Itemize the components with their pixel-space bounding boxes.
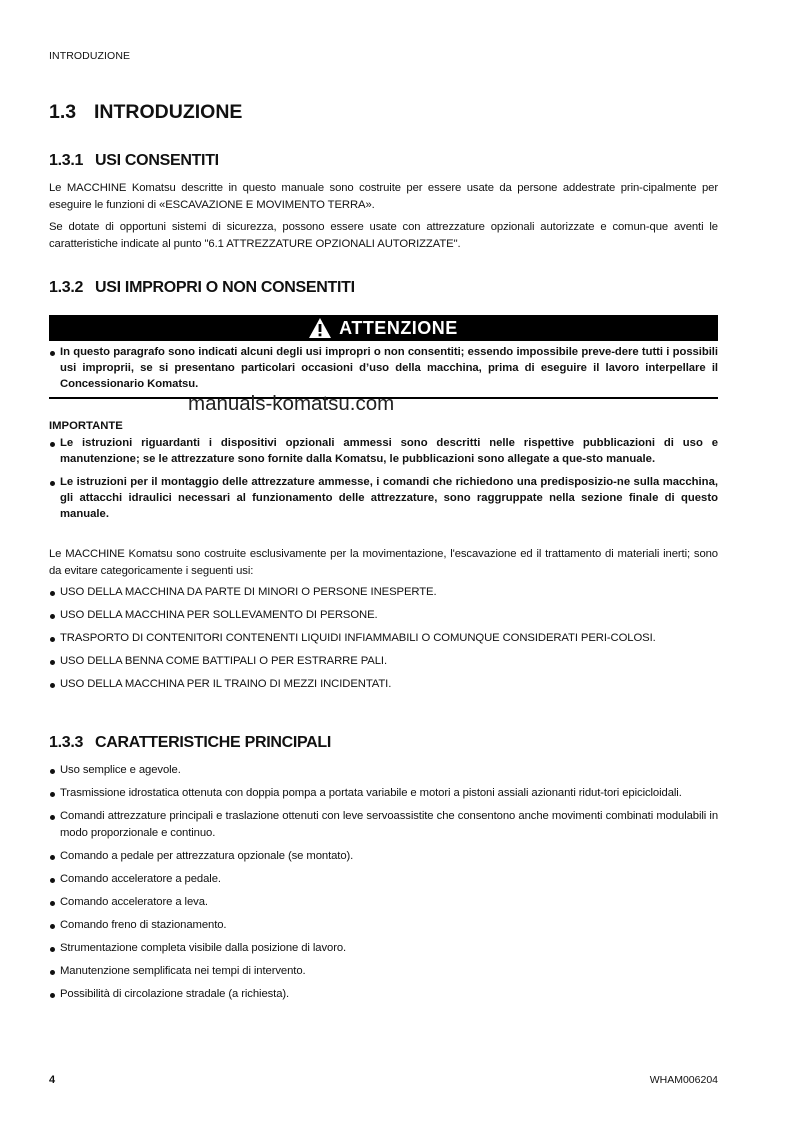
page-number: 4 [49, 1074, 56, 1086]
feature-item: Comandi attrezzature principali e traslazione ottenuti con leve servoassistite che consentono anche movimenti combinati modulabili in modo proporzionale e continuo. [49, 808, 718, 842]
subsection-title-text: CARATTERISTICHE PRINCIPALI [95, 734, 332, 751]
features-list [49, 762, 718, 1003]
document-code: WHAM006204 [649, 1074, 718, 1086]
warning-title: ATTENZIONE [339, 317, 458, 338]
feature-item: Comando freno di stazionamento. [49, 917, 718, 934]
warning-triangle-icon [309, 318, 331, 338]
forbidden-item: USO DELLA MACCHINA PER IL TRAINO DI MEZZI INCIDENTATI. [49, 676, 718, 693]
section-title-text: INTRODUZIONE [94, 101, 243, 123]
feature-item: Comando a pedale per attrezzatura opzionale (se montato). [49, 848, 718, 865]
important-item: Le istruzioni riguardanti i dispositivi opzionali ammessi sono descritti nelle rispettive pubblicazioni di uso e manutenzione; se le attrezzature sono fornite dalla Komatsu, le pubblicazioni sono allegate a que-sto manuale. [49, 435, 718, 468]
feature-item: Manutenzione semplificata nei tempi di intervento. [49, 963, 718, 980]
important-item: Le istruzioni per il montaggio delle attrezzature ammesse, i comandi che richiedono una predisposizio-ne sulla macchina, gli attacchi idraulici necessari al funzionamento delle attrezzature, sono raggruppate nella sezione finale di questo manuale. [49, 474, 718, 523]
forbidden-item: USO DELLA BENNA COME BATTIPALI O PER ESTRARRE PALI. [49, 653, 718, 670]
paragraph: Le MACCHINE Komatsu descritte in questo manuale sono costruite per essere usate da persone addestrate prin-cipalmente per eseguire le funzioni di «ESCAVAZIONE E MOVIMENTO TERRA». [49, 182, 718, 211]
feature-item: Strumentazione completa visibile dalla posizione di lavoro. [49, 940, 718, 957]
warning-text [49, 344, 718, 392]
subsection-number: 1.3.2 [49, 279, 84, 296]
feature-item: Comando acceleratore a pedale. [49, 871, 718, 888]
subsection-title-caratteristiche [49, 734, 331, 752]
feature-item: Uso semplice e agevole. [49, 762, 718, 779]
running-header: INTRODUZIONE [49, 50, 131, 62]
feature-item: Trasmissione idrostatica ottenuta con doppia pompa a portata variabile e motori a pistoni assiali azionanti ridut-tori epicicloidali. [49, 785, 718, 802]
forbidden-item: USO DELLA MACCHINA PER SOLLEVAMENTO DI PERSONE. [49, 607, 718, 624]
subsection-title-text: USI CONSENTITI [95, 152, 219, 169]
feature-item: Comando acceleratore a leva. [49, 894, 718, 911]
subsection-title-text: USI IMPROPRI O NON CONSENTITI [95, 279, 355, 296]
feature-item: Possibilità di circolazione stradale (a richiesta). [49, 986, 718, 1003]
warning-banner [49, 315, 718, 341]
important-label: IMPORTANTE [49, 420, 123, 432]
warning-bullet: In questo paragrafo sono indicati alcuni degli usi impropri o non consentiti; essendo impossibile preve-dere tutti i possibili usi improprii, se si presentano particolari occasioni d’uso della macchina, prima di eseguire il lavoro interpellare il Concessionario Komatsu. [49, 344, 718, 392]
paragraph: Se dotate di opportuni sistemi di sicurezza, possono essere usate con attrezzature opzionali autorizzate e comun-que aventi le caratteristiche indicate al punto "6.1 ATTREZZATURE OPZIONALI AUTORIZZATE". [49, 221, 718, 250]
subsection-number: 1.3.3 [49, 734, 84, 751]
subsection-number: 1.3.1 [49, 152, 84, 169]
forbidden-item: TRASPORTO DI CONTENITORI CONTENENTI LIQUIDI INFIAMMABILI O COMUNQUE CONSIDERATI PERI-COLOSI. [49, 630, 718, 647]
forbidden-intro: Le MACCHINE Komatsu sono costruite esclusivamente per la movimentazione, l'escavazione ed il trattamento di materiali inerti; sono da evitare categoricamente i seguenti usi: [49, 548, 718, 577]
watermark: manuals-komatsu.com [188, 392, 395, 415]
subsection-title-usi-consentiti [49, 152, 219, 170]
important-list [49, 435, 718, 522]
forbidden-list [49, 584, 718, 693]
section-title [49, 101, 242, 124]
section-number: 1.3 [49, 101, 77, 123]
subsection-title-usi-impropri [49, 279, 355, 297]
forbidden-item: USO DELLA MACCHINA DA PARTE DI MINORI O PERSONE INESPERTE. [49, 584, 718, 601]
